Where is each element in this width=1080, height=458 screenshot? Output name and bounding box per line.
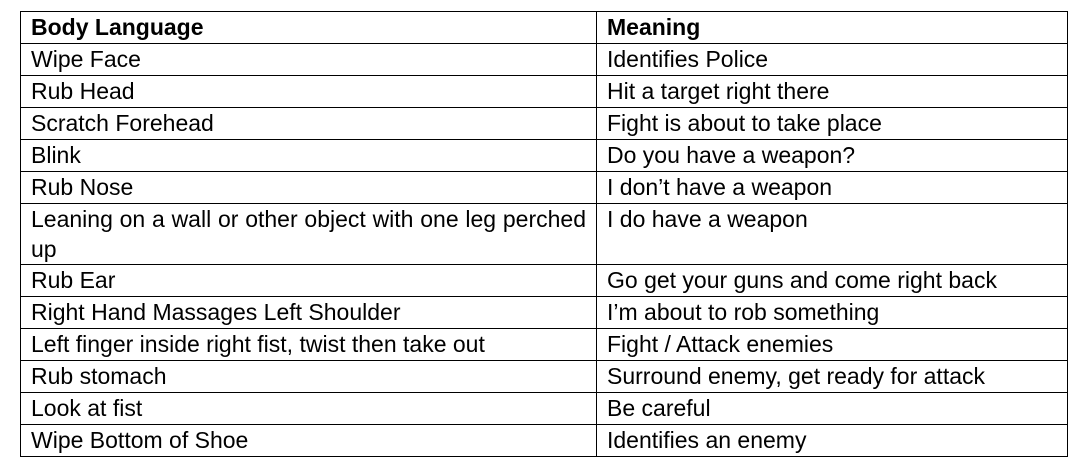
body-language-cell: Scratch Forehead	[21, 108, 597, 140]
table-row	[21, 204, 1068, 265]
meaning-cell: Surround enemy, get ready for attack	[597, 361, 1068, 393]
table-row	[21, 140, 1068, 172]
table-row	[21, 172, 1068, 204]
meaning-cell: I’m about to rob something	[597, 297, 1068, 329]
meaning-cell: Hit a target right there	[597, 76, 1068, 108]
header-meaning: Meaning	[597, 12, 1068, 44]
body-language-cell: Rub Head	[21, 76, 597, 108]
meaning-cell: Go get your guns and come right back	[597, 265, 1068, 297]
body-language-cell: Blink	[21, 140, 597, 172]
meaning-cell: I don’t have a weapon	[597, 172, 1068, 204]
body-language-cell: Rub Nose	[21, 172, 597, 204]
table-row	[21, 44, 1068, 76]
meaning-cell: Do you have a weapon?	[597, 140, 1068, 172]
table-row	[21, 297, 1068, 329]
body-language-cell: Wipe Bottom of Shoe	[21, 425, 597, 457]
header-body-language: Body Language	[21, 12, 597, 44]
body-language-cell: Leaning on a wall or other object with one leg perched up	[21, 204, 597, 265]
body-language-cell: Right Hand Massages Left Shoulder	[21, 297, 597, 329]
meaning-cell: Fight is about to take place	[597, 108, 1068, 140]
table-row	[21, 108, 1068, 140]
table-row	[21, 361, 1068, 393]
table-header-row	[21, 12, 1068, 44]
meaning-cell: I do have a weapon	[597, 204, 1068, 265]
body-language-cell: Left finger inside right fist, twist then take out	[21, 329, 597, 361]
table-row	[21, 393, 1068, 425]
table-row	[21, 329, 1068, 361]
body-language-table-container	[20, 11, 1067, 457]
body-language-cell: Rub Ear	[21, 265, 597, 297]
meaning-cell: Fight / Attack enemies	[597, 329, 1068, 361]
table-row	[21, 265, 1068, 297]
meaning-cell: Be careful	[597, 393, 1068, 425]
meaning-cell: Identifies Police	[597, 44, 1068, 76]
body-language-cell: Rub stomach	[21, 361, 597, 393]
table-row	[21, 76, 1068, 108]
meaning-cell: Identifies an enemy	[597, 425, 1068, 457]
table-row	[21, 425, 1068, 457]
body-language-cell: Look at fist	[21, 393, 597, 425]
body-language-table	[20, 11, 1068, 457]
body-language-cell: Wipe Face	[21, 44, 597, 76]
